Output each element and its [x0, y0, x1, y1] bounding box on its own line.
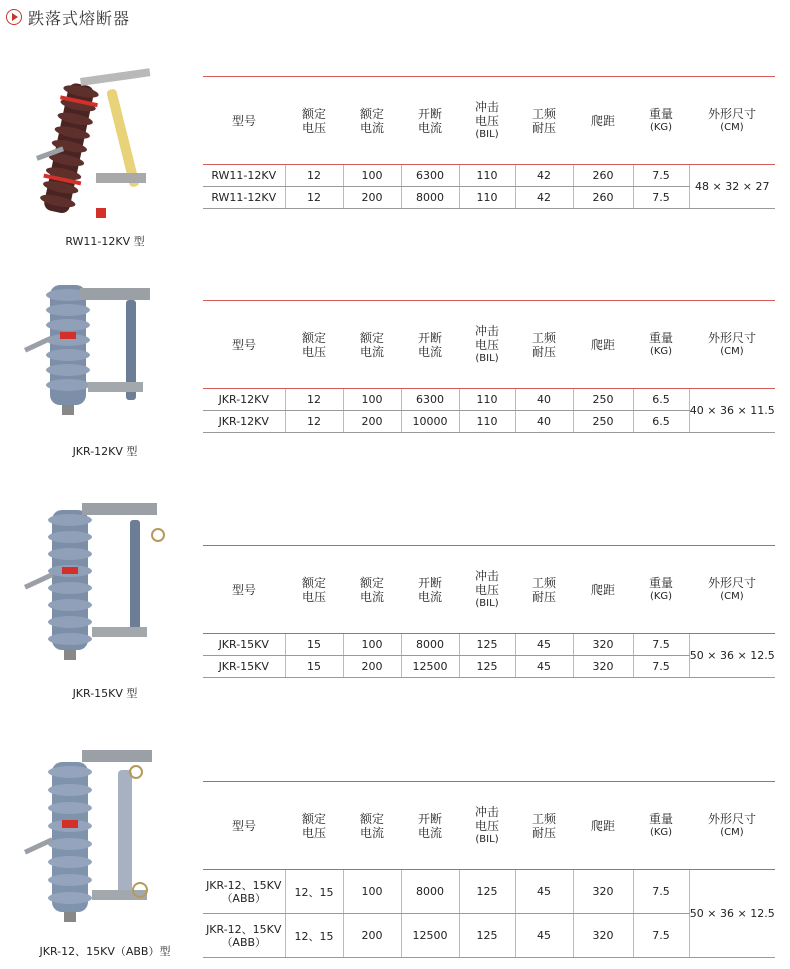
col-header-impulse-voltage: 冲击 电压 (BIL): [459, 546, 515, 634]
spec-table-rw11: [203, 76, 775, 209]
table-cell: 12500: [401, 656, 459, 678]
table-cell: 7.5: [633, 187, 689, 209]
table-cell: RW11-12KV: [203, 165, 285, 187]
table-cell: 45: [515, 914, 573, 958]
table-cell: 45: [515, 656, 573, 678]
table-cell: 110: [459, 187, 515, 209]
col-header-dimensions: 外形尺寸 (CM): [689, 301, 775, 389]
table-cell: 7.5: [633, 634, 689, 656]
table-cell: 200: [343, 914, 401, 958]
col-header-rated-voltage: 额定 电压: [285, 77, 343, 165]
table-cell: 12500: [401, 914, 459, 958]
table-row: [203, 389, 775, 411]
spec-table-jkr15: [203, 545, 775, 678]
col-header-creepage: 爬距: [573, 77, 633, 165]
table-cell: 125: [459, 656, 515, 678]
col-header-model: 型号: [203, 77, 285, 165]
fuse-cutout-grey-illustration: [18, 485, 178, 675]
col-header-impulse-voltage: 冲击 电压 (BIL): [459, 77, 515, 165]
dimensions-cell: 40 × 36 × 11.5: [689, 389, 775, 433]
col-header-power-frequency: 工频 耐压: [515, 782, 573, 870]
table-cell: 7.5: [633, 165, 689, 187]
table-cell: 10000: [401, 411, 459, 433]
play-circle-icon: [6, 9, 22, 25]
col-header-breaking-current: 开断 电流: [401, 301, 459, 389]
col-header-weight: 重量 (KG): [633, 546, 689, 634]
table-cell: RW11-12KV: [203, 187, 285, 209]
table-cell: 100: [343, 165, 401, 187]
col-header-impulse-voltage: 冲击 电压 (BIL): [459, 301, 515, 389]
product-caption-rw11: RW11-12KV 型: [65, 235, 145, 248]
table-cell: 12: [285, 389, 343, 411]
table-cell: 40: [515, 389, 573, 411]
table-cell: 7.5: [633, 870, 689, 914]
col-header-rated-current: 额定 电流: [343, 782, 401, 870]
product-caption-jkr-abb: JKR-12、15KV（ABB）型: [39, 945, 171, 958]
fuse-cutout-grey-illustration: [18, 740, 178, 940]
table-cell: 125: [459, 870, 515, 914]
table-cell: 250: [573, 411, 633, 433]
table-cell: 110: [459, 165, 515, 187]
table-cell: 45: [515, 870, 573, 914]
col-header-weight: 重量 (KG): [633, 77, 689, 165]
table-cell: 320: [573, 870, 633, 914]
table-cell: 7.5: [633, 914, 689, 958]
col-header-weight: 重量 (KG): [633, 301, 689, 389]
table-cell: 6300: [401, 165, 459, 187]
table-cell: JKR-12KV: [203, 411, 285, 433]
table-cell: JKR-12、15KV （ABB）: [203, 870, 285, 914]
col-header-dimensions: 外形尺寸 (CM): [689, 546, 775, 634]
dimensions-cell: 50 × 36 × 12.5: [689, 870, 775, 958]
col-header-breaking-current: 开断 电流: [401, 77, 459, 165]
col-header-power-frequency: 工频 耐压: [515, 77, 573, 165]
table-cell: 100: [343, 634, 401, 656]
product-caption-jkr15: JKR-15KV 型: [72, 687, 138, 700]
table-cell: 45: [515, 634, 573, 656]
col-header-breaking-current: 开断 电流: [401, 546, 459, 634]
col-header-model: 型号: [203, 546, 285, 634]
fuse-cutout-brown-illustration: [18, 68, 178, 233]
table-cell: 100: [343, 389, 401, 411]
table-cell: 6300: [401, 389, 459, 411]
col-header-breaking-current: 开断 电流: [401, 782, 459, 870]
table-cell: JKR-12、15KV （ABB）: [203, 914, 285, 958]
table-row: [203, 634, 775, 656]
table-cell: 320: [573, 634, 633, 656]
section-header: [6, 6, 130, 28]
table-cell: 15: [285, 656, 343, 678]
table-cell: JKR-15KV: [203, 656, 285, 678]
product-photo-jkr-abb: [18, 740, 178, 940]
table-cell: 12: [285, 165, 343, 187]
product-caption-jkr12: JKR-12KV 型: [72, 445, 138, 458]
table-cell: 260: [573, 165, 633, 187]
col-header-model: 型号: [203, 301, 285, 389]
col-header-rated-current: 额定 电流: [343, 546, 401, 634]
table-cell: 8000: [401, 634, 459, 656]
col-header-model: 型号: [203, 782, 285, 870]
table-cell: 12: [285, 187, 343, 209]
product-photo-jkr15: [18, 485, 178, 675]
col-header-creepage: 爬距: [573, 546, 633, 634]
col-header-rated-current: 额定 电流: [343, 301, 401, 389]
spec-table-jkr12: [203, 300, 775, 433]
table-cell: 7.5: [633, 656, 689, 678]
fuse-cutout-grey-illustration: [18, 270, 178, 440]
dimensions-cell: 48 × 32 × 27: [689, 165, 775, 209]
col-header-rated-voltage: 额定 电压: [285, 782, 343, 870]
table-cell: 12、15: [285, 914, 343, 958]
table-cell: 200: [343, 656, 401, 678]
table-cell: 12: [285, 411, 343, 433]
table-cell: JKR-12KV: [203, 389, 285, 411]
table-cell: 42: [515, 187, 573, 209]
col-header-weight: 重量 (KG): [633, 782, 689, 870]
table-cell: 260: [573, 187, 633, 209]
dimensions-cell: 50 × 36 × 12.5: [689, 634, 775, 678]
product-photo-jkr12: [18, 270, 178, 440]
table-cell: 6.5: [633, 411, 689, 433]
table-cell: 100: [343, 870, 401, 914]
col-header-creepage: 爬距: [573, 301, 633, 389]
table-cell: 8000: [401, 187, 459, 209]
table-cell: 320: [573, 914, 633, 958]
table-cell: 12、15: [285, 870, 343, 914]
table-cell: 320: [573, 656, 633, 678]
table-cell: JKR-15KV: [203, 634, 285, 656]
table-cell: 6.5: [633, 389, 689, 411]
col-header-dimensions: 外形尺寸 (CM): [689, 77, 775, 165]
section-title: 跌落式熔断器: [28, 8, 131, 28]
table-row: [203, 165, 775, 187]
col-header-rated-voltage: 额定 电压: [285, 301, 343, 389]
table-cell: 110: [459, 411, 515, 433]
col-header-rated-current: 额定 电流: [343, 77, 401, 165]
product-photo-rw11: [18, 68, 178, 233]
table-cell: 125: [459, 914, 515, 958]
col-header-rated-voltage: 额定 电压: [285, 546, 343, 634]
table-cell: 200: [343, 187, 401, 209]
spec-table-jkr-abb: [203, 781, 775, 958]
table-cell: 15: [285, 634, 343, 656]
col-header-impulse-voltage: 冲击 电压 (BIL): [459, 782, 515, 870]
table-cell: 125: [459, 634, 515, 656]
col-header-dimensions: 外形尺寸 (CM): [689, 782, 775, 870]
table-cell: 40: [515, 411, 573, 433]
col-header-creepage: 爬距: [573, 782, 633, 870]
table-cell: 8000: [401, 870, 459, 914]
table-row: [203, 870, 775, 914]
table-cell: 200: [343, 411, 401, 433]
col-header-power-frequency: 工频 耐压: [515, 546, 573, 634]
table-cell: 250: [573, 389, 633, 411]
table-cell: 110: [459, 389, 515, 411]
table-cell: 42: [515, 165, 573, 187]
col-header-power-frequency: 工频 耐压: [515, 301, 573, 389]
